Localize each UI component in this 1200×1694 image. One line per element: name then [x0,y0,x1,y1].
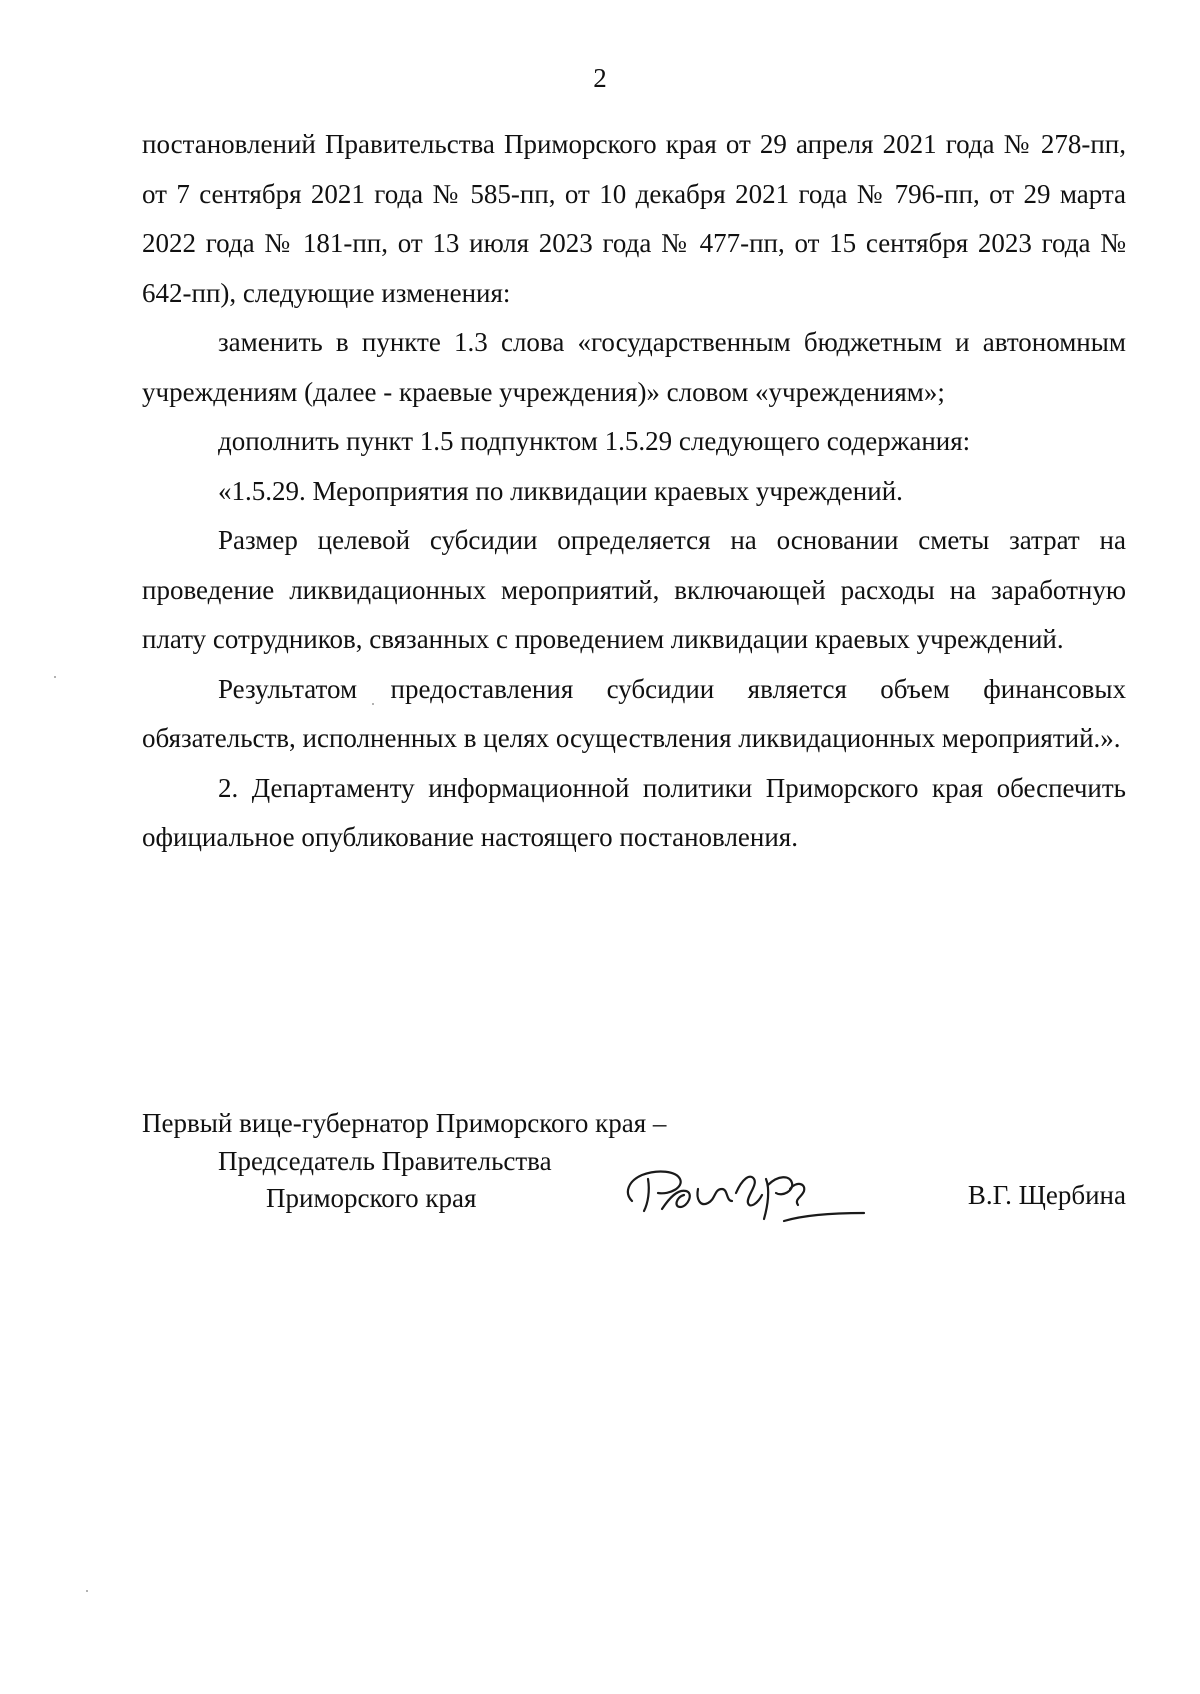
signer-name: В.Г. Щербина [967,1180,1126,1210]
document-body [142,120,1126,863]
paragraph-amended-resolutions: постановлений Правительства Приморского края от 29 апреля 2021 года № 278-пп, от 7 сентября 2021 года № 585-пп, от 10 декабря 2021 года № 796-пп, от 29 марта 2022 года № 181-пп, от 13 июля 2023 года № 477-пп, от 15 сентября 2023 года № 642-пп), следующие изменения: [142,129,1126,308]
handwritten-signature [618,1149,868,1235]
paragraph-subsidy-result: Результатом предоставления субсидии является объем финансовых обязательств, исполненных в целях осуществления ликвидационных мероприятий.». [142,673,1126,753]
page-number: 2 [593,63,607,93]
scan-speck [86,1590,88,1592]
paragraph-add-subclause: дополнить пункт 1.5 подпунктом 1.5.29 следующего содержания: [218,426,971,456]
signer-title-line-1: Первый вице-губернатор Приморского края – [142,1108,667,1138]
signer-title-line-2: Председатель Правительства [218,1146,552,1176]
paragraph-subclause-1-5-29: «1.5.29. Мероприятия по ликвидации краевых учреждений. [218,475,903,506]
paragraph-replace-clause-1-3: заменить в пункте 1.3 слова «государственным бюджетным и автономным учреждениям (далее - краевые учреждения)» словом «учреждениям»; [142,327,1126,407]
signer-title-line-3: Приморского края [266,1183,477,1213]
scan-speck [54,676,56,678]
signature-block [142,1105,1126,1225]
scan-speck [372,703,374,705]
paragraph-publication-order: 2. Департаменту информационной политики Приморского края обеспечить официальное опубликование настоящего постановления. [142,772,1126,852]
paragraph-subsidy-amount: Размер целевой субсидии определяется на основании сметы затрат на проведение ликвидационных мероприятий, включающей расходы на заработную плату сотрудников, связанных с проведением ликвидации краевых учреждений. [142,525,1126,654]
